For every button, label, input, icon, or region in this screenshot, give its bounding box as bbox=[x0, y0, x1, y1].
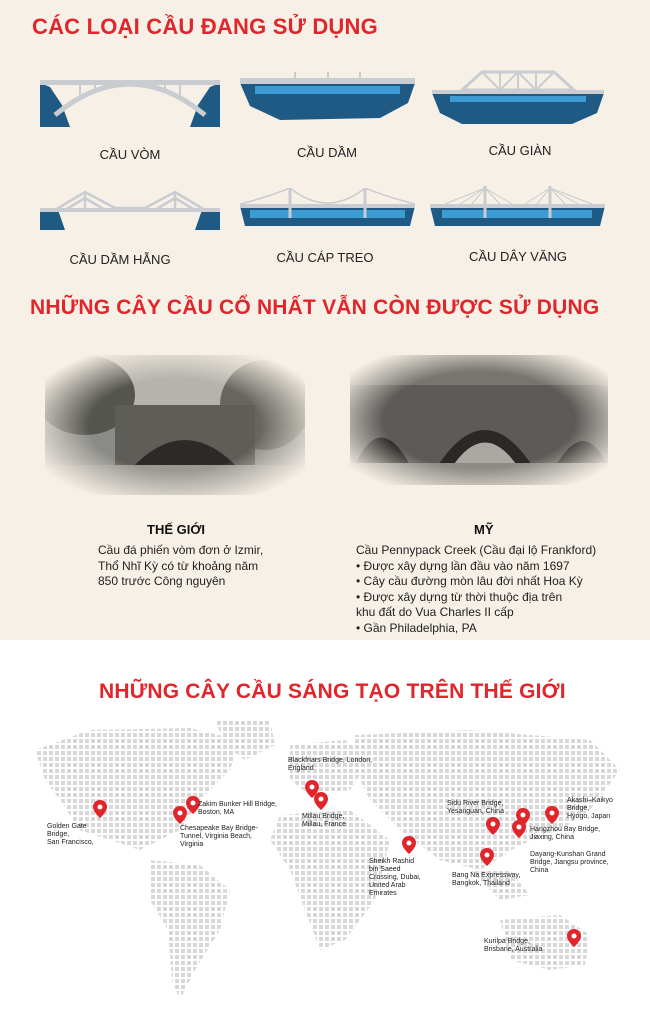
truss-bridge-icon bbox=[432, 68, 604, 130]
cantilever-bridge-icon bbox=[40, 190, 220, 235]
location-pin-icon[interactable] bbox=[480, 848, 494, 866]
map-label-dayang-kunshan: Dayang-Kunshan Grand Bridge, Jiangsu province, China bbox=[530, 851, 609, 874]
world-oldest-bridge-photo bbox=[45, 355, 305, 495]
location-pin-icon[interactable] bbox=[402, 836, 416, 854]
usa-title: MỸ bbox=[474, 522, 494, 537]
bridge-label-suspension: CẦU CÁP TREO bbox=[276, 250, 374, 265]
map-label-sheikh-rashid: Sheikh Rashid bin Saeed Crossing, Dubai, United Arab Emirates bbox=[369, 858, 421, 897]
map-label-kurilpa: Kurilpa Bridge, Brisbane, Australia bbox=[484, 938, 543, 953]
map-label-chesapeake: Chesapeake Bay Bridge- Tunnel, Virginia Beach, Virginia bbox=[180, 825, 258, 848]
bridge-label-truss: CẦU GIÀN bbox=[488, 143, 552, 158]
usa-description: Cầu Pennypack Creek (Cầu đại lộ Frankford) • Được xây dựng lần đầu vào năm 1697 • Cây cầu đường mòn lâu đời nhất Hoa Kỳ • Được xây dựng từ thời thuộc địa trên khu đất do Vua Charles II cấp • Gần Philadelphia, PA bbox=[356, 543, 597, 635]
map-label-millau: Millau Bridge, Millau, France bbox=[302, 813, 346, 828]
map-label-blackfriars: Blackfriars Bridge, London, England bbox=[288, 757, 373, 772]
bridge-label-cantilever: CẦU DẦM HẪNG bbox=[69, 252, 171, 267]
map-label-sidu-river: Sidu River Bridge, Yesanguan, China bbox=[447, 800, 504, 815]
location-pin-icon[interactable] bbox=[93, 800, 107, 818]
world-title: THẾ GIỚI bbox=[147, 522, 206, 537]
section-title-bridge-types: CÁC LOẠI CẦU ĐANG SỬ DỤNG bbox=[32, 14, 378, 39]
location-pin-icon[interactable] bbox=[486, 817, 500, 835]
map-label-akashi-kaikyo: Akashi–Kaikyo Bridge, Hyogo, Japan bbox=[567, 797, 613, 820]
location-pin-icon[interactable] bbox=[173, 806, 187, 824]
location-pin-icon[interactable] bbox=[545, 806, 559, 824]
arch-bridge-icon bbox=[40, 65, 220, 135]
map-label-hangzhou-bay: Hangzhou Bay Bridge, Jiaxing, China bbox=[530, 826, 601, 841]
suspension-bridge-icon bbox=[240, 188, 415, 233]
bridge-label-beam: CẦU DẦM bbox=[297, 145, 357, 160]
map-label-golden-gate: Golden Gate Bridge, San Francisco, bbox=[47, 823, 94, 846]
location-pin-icon[interactable] bbox=[314, 792, 328, 810]
map-label-zakim: Zakim Bunker Hill Bridge, Boston, MA bbox=[198, 801, 277, 816]
bridge-label-arch: CẦU VÒM bbox=[99, 147, 161, 162]
bridge-label-cable-stayed: CẦU DÂY VĂNG bbox=[468, 249, 567, 264]
cable-stayed-bridge-icon bbox=[430, 186, 605, 231]
world-description: Cầu đá phiến vòm đơn ở Izmir, Thổ Nhĩ Kỳ có từ khoảng năm 850 trước Công nguyên bbox=[98, 543, 264, 588]
section-title-oldest-bridges: NHỮNG CÂY CẦU CỔ NHẤT VẪN CÒN ĐƯỢC SỬ DỤNG bbox=[30, 296, 600, 319]
beam-bridge-icon bbox=[240, 68, 415, 133]
usa-oldest-bridge-photo bbox=[350, 355, 608, 485]
section-title-innovative-bridges: NHỮNG CÂY CẦU SÁNG TẠO TRÊN THẾ GIỚI bbox=[99, 680, 566, 703]
map-label-bang-na: Bang Na Expressway, Bangkok, Thailand bbox=[452, 872, 521, 887]
location-pin-icon[interactable] bbox=[567, 929, 581, 947]
location-pin-icon[interactable] bbox=[512, 820, 526, 838]
